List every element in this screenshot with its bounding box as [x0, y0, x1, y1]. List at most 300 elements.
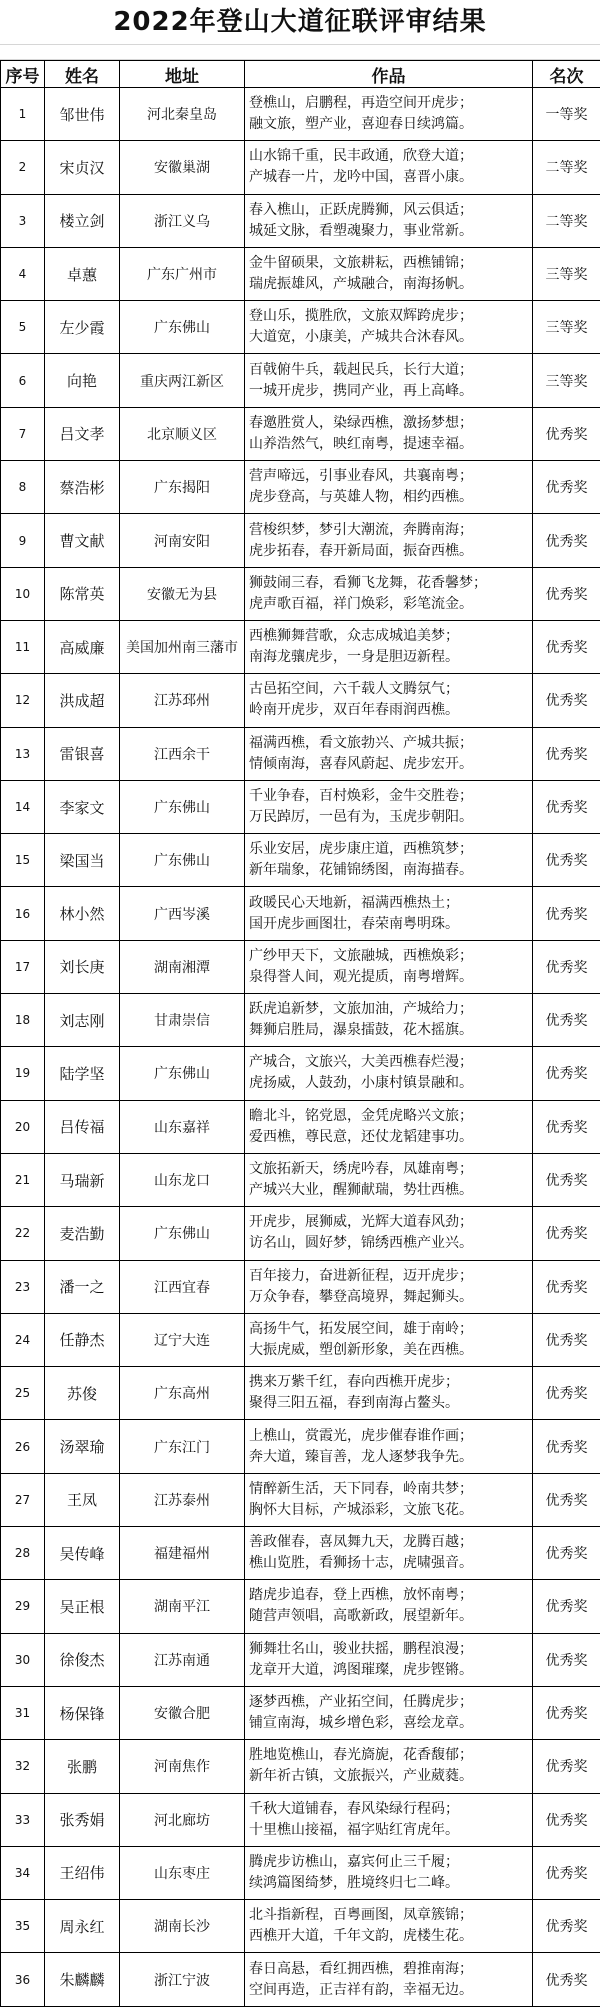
- cell-address-text: 广东佛山: [120, 317, 244, 337]
- cell-award-text: 优秀奖: [533, 1170, 600, 1190]
- cell-work: [245, 1686, 533, 1739]
- cell-name-text: 任静杰: [45, 1329, 119, 1350]
- cell-address-text: 河南焦作: [120, 1756, 244, 1776]
- cell-address-text: 北京顺义区: [120, 424, 244, 444]
- cell-award-text: 优秀奖: [533, 1596, 600, 1616]
- cell-number-text: 27: [1, 1493, 44, 1507]
- cell-work: [245, 88, 533, 141]
- cell-number-text: 9: [1, 534, 44, 548]
- couplet-line-2: 西樵开大道，千年文韵，虎楼生花。: [249, 1926, 528, 1947]
- cell-address: [120, 1473, 245, 1526]
- cell-address: [120, 301, 245, 354]
- cell-work: [245, 461, 533, 514]
- cell-number: [1, 354, 45, 407]
- cell-name: [45, 620, 120, 673]
- cell-address-text: 重庆两江新区: [120, 371, 244, 391]
- cell-address-text: 广西岑溪: [120, 904, 244, 924]
- cell-name: [45, 461, 120, 514]
- cell-name-text: 李家文: [45, 797, 119, 818]
- couplet-line-1: 西樵狮舞营歌，众志成城追美梦；: [249, 626, 528, 647]
- cell-address: [120, 1740, 245, 1793]
- couplet-line-2: 访名山，圆好梦，锦绣西樵产业兴。: [249, 1233, 528, 1254]
- couplet-line-2: 融文旅，塑产业，喜迎春日续鸿篇。: [249, 114, 528, 135]
- cell-address: [120, 567, 245, 620]
- cell-name: [45, 1580, 120, 1633]
- cell-address: [120, 887, 245, 940]
- cell-work: [245, 354, 533, 407]
- cell-award-text: 优秀奖: [533, 477, 600, 497]
- cell-award: [533, 1633, 600, 1686]
- couplet-line-1: 狮舞壮名山，骏业扶摇，鹏程浪漫；: [249, 1639, 528, 1660]
- cell-name-text: 楼立剑: [45, 210, 119, 231]
- cell-award-text: 优秀奖: [533, 957, 600, 977]
- cell-work: [245, 1793, 533, 1846]
- cell-name-text: 吴正根: [45, 1596, 119, 1617]
- couplet-line-2: 南海龙骧虎步，一身是胆迈新程。: [249, 647, 528, 668]
- cell-name-text: 陆学坚: [45, 1063, 119, 1084]
- table-row: [1, 141, 600, 194]
- cell-award-text: 优秀奖: [533, 1756, 600, 1776]
- cell-address-text: 安徽合肥: [120, 1703, 244, 1723]
- couplet-line-2: 万众争春，攀登高境界，舞起狮头。: [249, 1287, 528, 1308]
- cell-award-text: 优秀奖: [533, 690, 600, 710]
- cell-award: [533, 727, 600, 780]
- cell-award: [533, 1527, 600, 1580]
- cell-number-text: 14: [1, 800, 44, 814]
- cell-award-text: 优秀奖: [533, 1330, 600, 1350]
- cell-work: [245, 940, 533, 993]
- cell-name: [45, 1953, 120, 2006]
- cell-name-text: 麦浩勤: [45, 1223, 119, 1244]
- cell-address: [120, 141, 245, 194]
- cell-award: [533, 620, 600, 673]
- cell-address-text: 江苏邳州: [120, 690, 244, 710]
- header-name: 姓名: [45, 61, 120, 88]
- couplet-line-1: 文旅拓新天，绣虎吟春，凤雄南粤；: [249, 1159, 528, 1180]
- cell-award-text: 优秀奖: [533, 531, 600, 551]
- cell-name-text: 吕文孝: [45, 423, 119, 444]
- header-number: 序号: [1, 61, 45, 88]
- couplet-line-1: 千业争春，百村焕彩，金牛交胜卷；: [249, 786, 528, 807]
- table-row: [1, 1153, 600, 1206]
- couplet-line-1: 腾虎步访樵山，嘉宾何止三千履；: [249, 1852, 528, 1873]
- cell-award: [533, 354, 600, 407]
- couplet-line-2: 虎扬威，人鼓劲，小康村镇景融和。: [249, 1073, 528, 1094]
- cell-number-text: 19: [1, 1066, 44, 1080]
- table-row: [1, 1207, 600, 1260]
- cell-number-text: 28: [1, 1546, 44, 1560]
- table-row: [1, 1580, 600, 1633]
- table-header-row: [1, 61, 600, 88]
- cell-number-text: 31: [1, 1706, 44, 1720]
- cell-name: [45, 1207, 120, 1260]
- cell-number-text: 5: [1, 320, 44, 334]
- cell-number: [1, 727, 45, 780]
- table-row: [1, 1953, 600, 2006]
- cell-number: [1, 1527, 45, 1580]
- cell-number-text: 20: [1, 1120, 44, 1134]
- table-row: [1, 620, 600, 673]
- cell-award: [533, 1473, 600, 1526]
- cell-award-text: 优秀奖: [533, 1490, 600, 1510]
- cell-number: [1, 141, 45, 194]
- cell-name-text: 卓蕙: [45, 264, 119, 285]
- cell-number: [1, 301, 45, 354]
- couplet-line-1: 上樵山，赏霞光，虎步催春谁作画；: [249, 1426, 528, 1447]
- couplet-line-1: 山水锦千重，民丰政通，欣登大道；: [249, 146, 528, 167]
- cell-address: [120, 461, 245, 514]
- cell-award: [533, 194, 600, 247]
- cell-name-text: 林小然: [45, 903, 119, 924]
- cell-name-text: 蔡浩彬: [45, 477, 119, 498]
- cell-name: [45, 940, 120, 993]
- cell-number-text: 33: [1, 1813, 44, 1827]
- cell-address: [120, 674, 245, 727]
- cell-work: [245, 1846, 533, 1899]
- cell-address: [120, 834, 245, 887]
- table-row: [1, 407, 600, 460]
- cell-number: [1, 514, 45, 567]
- table-row: [1, 194, 600, 247]
- couplet-line-1: 登樵山，启鹏程，再造空间开虎步；: [249, 93, 528, 114]
- cell-address: [120, 1100, 245, 1153]
- cell-number: [1, 567, 45, 620]
- table-row: [1, 1100, 600, 1153]
- couplet-line-1: 古邑拓空间，六千载人文腾氛气；: [249, 679, 528, 700]
- cell-number: [1, 1473, 45, 1526]
- cell-address: [120, 1153, 245, 1206]
- cell-name-text: 王凤: [45, 1489, 119, 1510]
- cell-number: [1, 887, 45, 940]
- couplet-line-1: 逐梦西樵，产业拓空间，任腾虎步；: [249, 1692, 528, 1713]
- cell-award: [533, 88, 600, 141]
- couplet-line-1: 登山乐，揽胜欣，文旅双辉跨虎步；: [249, 306, 528, 327]
- couplet-line-1: 政暖民心天地新，福满西樵热土；: [249, 893, 528, 914]
- cell-work: [245, 1153, 533, 1206]
- cell-address-text: 广东佛山: [120, 850, 244, 870]
- cell-address-text: 福建福州: [120, 1543, 244, 1563]
- couplet-line-1: 金牛留硕果，文旅耕耘，西樵铺锦；: [249, 253, 528, 274]
- cell-number: [1, 88, 45, 141]
- table-row: [1, 1313, 600, 1366]
- cell-name-text: 苏俊: [45, 1383, 119, 1404]
- cell-address: [120, 407, 245, 460]
- cell-number-text: 25: [1, 1386, 44, 1400]
- cell-address-text: 江西宜春: [120, 1277, 244, 1297]
- cell-number-text: 2: [1, 160, 44, 174]
- cell-address-text: 湖南湘潭: [120, 957, 244, 977]
- cell-number-text: 30: [1, 1653, 44, 1667]
- couplet-line-2: 情倾南海，喜春风蔚起、虎步宏开。: [249, 754, 528, 775]
- cell-name: [45, 1793, 120, 1846]
- cell-award-text: 优秀奖: [533, 1383, 600, 1403]
- couplet-line-2: 爱西樵，尊民意，还仗龙韬建事功。: [249, 1127, 528, 1148]
- cell-address-text: 江苏南通: [120, 1650, 244, 1670]
- table-row: [1, 301, 600, 354]
- couplet-line-1: 百年接力，奋进新征程，迈开虎步；: [249, 1266, 528, 1287]
- cell-work: [245, 1633, 533, 1686]
- cell-award-text: 优秀奖: [533, 1916, 600, 1936]
- table-row: [1, 1420, 600, 1473]
- table-row: [1, 461, 600, 514]
- cell-award: [533, 994, 600, 1047]
- cell-award-text: 二等奖: [533, 211, 600, 231]
- cell-address: [120, 1793, 245, 1846]
- cell-work: [245, 247, 533, 300]
- cell-address: [120, 1633, 245, 1686]
- cell-name-text: 张鹏: [45, 1756, 119, 1777]
- table-row: [1, 1367, 600, 1420]
- cell-name: [45, 1900, 120, 1953]
- cell-address-text: 江苏泰州: [120, 1490, 244, 1510]
- cell-award-text: 优秀奖: [533, 1703, 600, 1723]
- cell-number: [1, 1953, 45, 2006]
- cell-work: [245, 1260, 533, 1313]
- cell-name-text: 杨保锋: [45, 1703, 119, 1724]
- table-row: [1, 834, 600, 887]
- couplet-line-1: 高扬牛气，拓发展空间，雄于南岭；: [249, 1319, 528, 1340]
- results-table: [0, 60, 600, 2007]
- cell-work: [245, 1207, 533, 1260]
- cell-work: [245, 780, 533, 833]
- cell-name: [45, 514, 120, 567]
- cell-work: [245, 567, 533, 620]
- table-row: [1, 88, 600, 141]
- cell-number: [1, 407, 45, 460]
- cell-address-text: 美国加州南三藩市: [120, 637, 244, 657]
- couplet-line-2: 虎步拓春，春开新局面，振奋西樵。: [249, 541, 528, 562]
- cell-work: [245, 1953, 533, 2006]
- table-row: [1, 247, 600, 300]
- cell-name-text: 高威廉: [45, 637, 119, 658]
- cell-address: [120, 727, 245, 780]
- cell-name-text: 洪成超: [45, 690, 119, 711]
- cell-address-text: 广东佛山: [120, 1063, 244, 1083]
- cell-number-text: 16: [1, 907, 44, 921]
- table-row: [1, 1527, 600, 1580]
- cell-name-text: 吕传福: [45, 1116, 119, 1137]
- couplet-line-1: 春日高悬，看红拥西樵，碧推南海；: [249, 1959, 528, 1980]
- cell-award: [533, 407, 600, 460]
- cell-number: [1, 1633, 45, 1686]
- cell-number-text: 29: [1, 1599, 44, 1613]
- cell-number: [1, 461, 45, 514]
- cell-work: [245, 301, 533, 354]
- cell-number: [1, 1260, 45, 1313]
- cell-address: [120, 1047, 245, 1100]
- table-row: [1, 940, 600, 993]
- cell-work: [245, 1420, 533, 1473]
- cell-award-text: 优秀奖: [533, 637, 600, 657]
- cell-number: [1, 1047, 45, 1100]
- couplet-line-1: 跃虎追新梦，文旅加油，产城给力；: [249, 999, 528, 1020]
- cell-address: [120, 1846, 245, 1899]
- cell-award-text: 三等奖: [533, 264, 600, 284]
- cell-work: [245, 141, 533, 194]
- cell-award-text: 优秀奖: [533, 1970, 600, 1990]
- cell-name-text: 梁国当: [45, 850, 119, 871]
- cell-award-text: 优秀奖: [533, 1010, 600, 1030]
- cell-number-text: 6: [1, 374, 44, 388]
- cell-address: [120, 354, 245, 407]
- cell-name-text: 左少霞: [45, 317, 119, 338]
- cell-award-text: 优秀奖: [533, 584, 600, 604]
- cell-name-text: 潘一之: [45, 1276, 119, 1297]
- couplet-line-2: 万民踔厉，一邑有为，玉虎步朝阳。: [249, 807, 528, 828]
- cell-work: [245, 1313, 533, 1366]
- cell-award-text: 优秀奖: [533, 904, 600, 924]
- cell-address-text: 山东龙口: [120, 1170, 244, 1190]
- couplet-line-2: 空间再造，正吉祥有韵，幸福无边。: [249, 1980, 528, 2001]
- couplet-line-2: 樵山览胜，看狮扬十志，虎啸强音。: [249, 1553, 528, 1574]
- couplet-line-2: 新年祈古镇，文旅振兴，产业葳蕤。: [249, 1766, 528, 1787]
- cell-award: [533, 1580, 600, 1633]
- cell-number-text: 8: [1, 480, 44, 494]
- cell-name-text: 汤翠瑜: [45, 1436, 119, 1457]
- couplet-line-1: 福满西樵，看文旅勃兴、产城共振；: [249, 733, 528, 754]
- cell-award-text: 优秀奖: [533, 424, 600, 444]
- cell-name: [45, 1047, 120, 1100]
- couplet-line-2: 续鸿篇图绮梦，胜境终归七二峰。: [249, 1873, 528, 1894]
- couplet-line-2: 一城开虎步，携同产业，再上高峰。: [249, 381, 528, 402]
- cell-number-text: 11: [1, 640, 44, 654]
- cell-name: [45, 1100, 120, 1153]
- cell-name: [45, 780, 120, 833]
- cell-name: [45, 887, 120, 940]
- cell-number-text: 12: [1, 693, 44, 707]
- cell-number-text: 32: [1, 1759, 44, 1773]
- couplet-line-1: 善政催春，喜凤舞九天，龙腾百越；: [249, 1532, 528, 1553]
- cell-name-text: 刘长庚: [45, 956, 119, 977]
- cell-address: [120, 780, 245, 833]
- cell-number-text: 17: [1, 960, 44, 974]
- cell-address-text: 山东嘉祥: [120, 1117, 244, 1137]
- cell-name: [45, 1633, 120, 1686]
- cell-name-text: 宋贞汉: [45, 157, 119, 178]
- cell-award: [533, 141, 600, 194]
- table-row: [1, 727, 600, 780]
- cell-name: [45, 1846, 120, 1899]
- couplet-line-1: 广纱甲天下，文旅融城，西樵焕彩；: [249, 946, 528, 967]
- page-title: 2022年登山大道征联评审结果: [0, 0, 600, 44]
- couplet-line-2: 岭南开虎步，双百年春雨润西樵。: [249, 700, 528, 721]
- cell-address: [120, 1686, 245, 1739]
- cell-award-text: 优秀奖: [533, 1277, 600, 1297]
- couplet-line-2: 瑞虎振雄风，产城融合，南海扬帆。: [249, 274, 528, 295]
- cell-number-text: 13: [1, 747, 44, 761]
- sheet-spacer-row: [0, 44, 600, 60]
- cell-number-text: 1: [1, 107, 44, 121]
- cell-name: [45, 834, 120, 887]
- cell-address: [120, 247, 245, 300]
- cell-award: [533, 1740, 600, 1793]
- cell-number: [1, 940, 45, 993]
- cell-address-text: 河北廊坊: [120, 1810, 244, 1830]
- cell-address-text: 广东佛山: [120, 1223, 244, 1243]
- cell-address-text: 广东高州: [120, 1383, 244, 1403]
- table-row: [1, 1686, 600, 1739]
- cell-number: [1, 1207, 45, 1260]
- cell-award: [533, 1420, 600, 1473]
- cell-number-text: 4: [1, 267, 44, 281]
- cell-award-text: 一等奖: [533, 104, 600, 124]
- cell-award: [533, 1313, 600, 1366]
- cell-address: [120, 1580, 245, 1633]
- couplet-line-2: 大振虎威，塑创新形象，美在西樵。: [249, 1340, 528, 1361]
- cell-work: [245, 1473, 533, 1526]
- table-row: [1, 354, 600, 407]
- cell-name-text: 雷银喜: [45, 743, 119, 764]
- cell-name: [45, 1686, 120, 1739]
- couplet-line-1: 百戟俯牛兵，载赳民兵，长行大道；: [249, 360, 528, 381]
- couplet-line-2: 产城兴大业，醒狮献瑞，势壮西樵。: [249, 1180, 528, 1201]
- cell-award-text: 优秀奖: [533, 1650, 600, 1670]
- couplet-line-2: 铺宣南海，城乡增色彩，喜绘龙章。: [249, 1713, 528, 1734]
- table-row: [1, 1633, 600, 1686]
- cell-award: [533, 461, 600, 514]
- cell-work: [245, 674, 533, 727]
- cell-number-text: 21: [1, 1173, 44, 1187]
- couplet-line-1: 开虎步，展狮威，光辉大道春风劲；: [249, 1212, 528, 1233]
- table-row: [1, 887, 600, 940]
- couplet-line-1: 瞻北斗，铭党恩，金凭虎略兴文旅；: [249, 1106, 528, 1127]
- cell-award: [533, 1846, 600, 1899]
- cell-number: [1, 620, 45, 673]
- cell-award-text: 优秀奖: [533, 850, 600, 870]
- table-row: [1, 1260, 600, 1313]
- couplet-line-2: 新年瑞象，花铺锦绣图，南海描春。: [249, 860, 528, 881]
- cell-number: [1, 1580, 45, 1633]
- couplet-line-1: 春入樵山，正跃虎腾狮，风云俱适；: [249, 200, 528, 221]
- cell-number-text: 7: [1, 427, 44, 441]
- cell-address-text: 广东广州市: [120, 264, 244, 284]
- cell-award: [533, 940, 600, 993]
- cell-address: [120, 194, 245, 247]
- cell-award-text: 优秀奖: [533, 744, 600, 764]
- cell-address-text: 广东佛山: [120, 797, 244, 817]
- cell-award-text: 优秀奖: [533, 797, 600, 817]
- couplet-line-2: 虎步登高，与英雄人物，相约西樵。: [249, 487, 528, 508]
- cell-address: [120, 1953, 245, 2006]
- cell-name-text: 张秀娟: [45, 1809, 119, 1830]
- cell-address: [120, 1260, 245, 1313]
- cell-name-text: 邹世伟: [45, 104, 119, 125]
- cell-award-text: 优秀奖: [533, 1117, 600, 1137]
- cell-number: [1, 1100, 45, 1153]
- table-row: [1, 1900, 600, 1953]
- cell-number-text: 34: [1, 1866, 44, 1880]
- cell-number-text: 22: [1, 1226, 44, 1240]
- couplet-line-2: 随营声领唱，高歌新政，展望新年。: [249, 1606, 528, 1627]
- cell-award: [533, 1367, 600, 1420]
- cell-address: [120, 1367, 245, 1420]
- cell-work: [245, 1047, 533, 1100]
- header-address: 地址: [120, 61, 245, 88]
- cell-number-text: 18: [1, 1013, 44, 1027]
- cell-award-text: 优秀奖: [533, 1437, 600, 1457]
- cell-name-text: 周永红: [45, 1916, 119, 1937]
- cell-number: [1, 1846, 45, 1899]
- cell-number: [1, 1420, 45, 1473]
- cell-work: [245, 407, 533, 460]
- cell-name: [45, 727, 120, 780]
- cell-work: [245, 1527, 533, 1580]
- cell-name: [45, 1420, 120, 1473]
- couplet-line-1: 情醉新生活，天下同春，岭南共梦；: [249, 1479, 528, 1500]
- cell-address-text: 广东江门: [120, 1437, 244, 1457]
- couplet-line-2: 聚得三阳五福，春到南海占鳌头。: [249, 1393, 528, 1414]
- couplet-line-1: 产城合，文旅兴，大美西樵春烂漫；: [249, 1052, 528, 1073]
